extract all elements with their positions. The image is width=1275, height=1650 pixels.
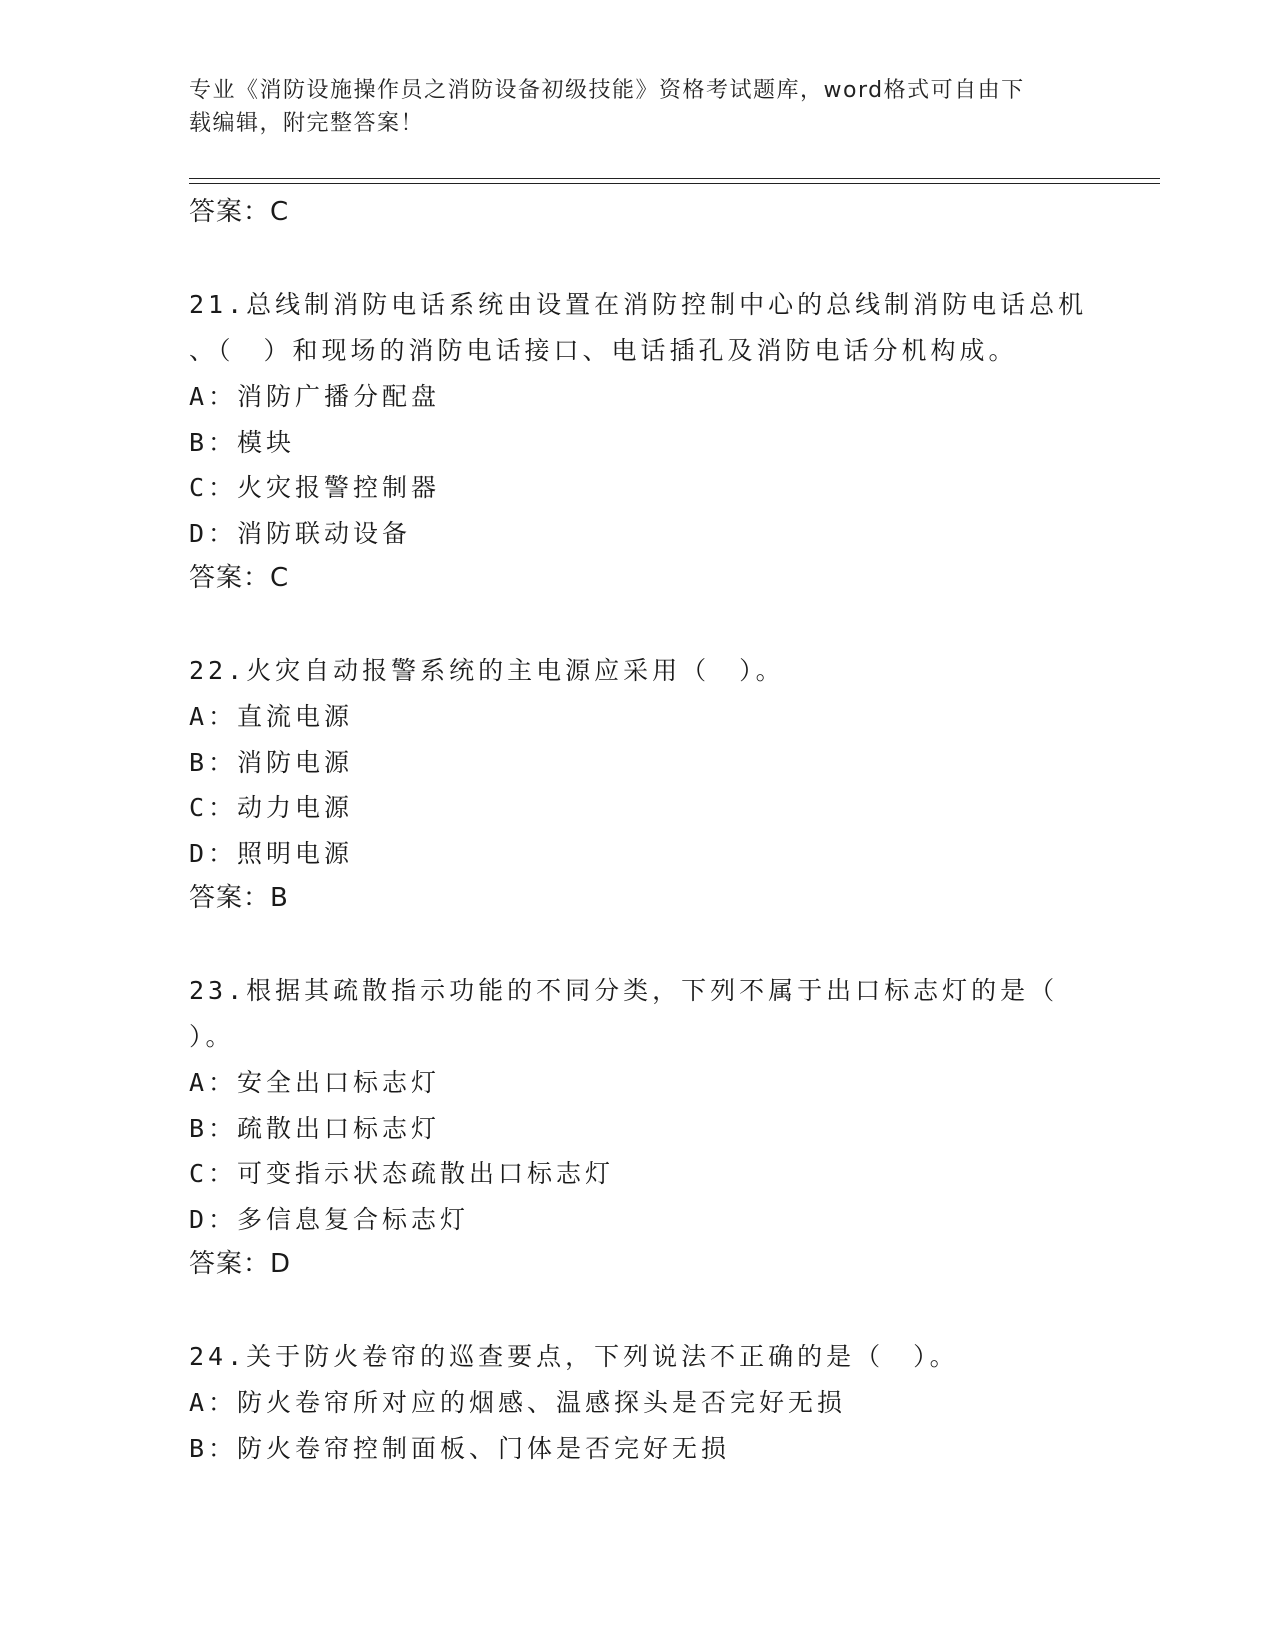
- option-a: A：消防广播分配盘: [189, 382, 441, 411]
- option-a: A：直流电源: [189, 702, 354, 731]
- option-b: B：模块: [189, 427, 296, 457]
- option-c: C：动力电源: [189, 793, 354, 822]
- question-item: [189, 282, 1089, 600]
- stem-line: 23.根据其疏散指示功能的不同分类，下列不属于出口标志灯的是（: [189, 976, 1059, 1005]
- option-a: A：安全出口标志灯: [189, 1068, 441, 1097]
- option-d: D：照明电源: [189, 838, 354, 868]
- answer-line: 答案：C: [189, 197, 290, 227]
- answer-line: 答案：B: [189, 883, 289, 913]
- option-d: D：消防联动设备: [189, 518, 412, 548]
- answer-line: 答案：C: [189, 563, 290, 593]
- header-line: 专业《消防设施操作员之消防设备初级技能》资格考试题库，word格式可自由下: [189, 78, 1025, 103]
- question-stem: [189, 1334, 1089, 1380]
- stem-line: ）。: [189, 1022, 235, 1051]
- option-c: C：可变指示状态疏散出口标志灯: [189, 1159, 615, 1188]
- question-item: [189, 1334, 1089, 1471]
- question-list: [189, 190, 1089, 1471]
- stem-line: 22.火灾自动报警系统的主电源应采用（ ）。: [189, 656, 785, 685]
- option-b: B：防火卷帘控制面板、门体是否完好无损: [189, 1433, 731, 1463]
- option-d: D：多信息复合标志灯: [189, 1204, 470, 1234]
- question-item: [189, 648, 1089, 920]
- option-b: B：疏散出口标志灯: [189, 1113, 441, 1143]
- question-stem: [189, 282, 1089, 374]
- header-divider: [189, 178, 1160, 179]
- header-line: 载编辑，附完整答案！: [189, 111, 425, 136]
- stem-line: 、（ ）和现场的消防电话接口、电话插孔及消防电话分机构成。: [189, 336, 1018, 365]
- answer-line: 答案：D: [189, 1249, 292, 1279]
- stem-line: 21.总线制消防电话系统由设置在消防控制中心的总线制消防电话总机: [189, 290, 1088, 319]
- option-b: B：消防电源: [189, 747, 354, 777]
- option-c: C：火灾报警控制器: [189, 473, 441, 502]
- header-divider: [189, 183, 1160, 184]
- option-a: A：防火卷帘所对应的烟感、温感探头是否完好无损: [189, 1388, 847, 1417]
- question-stem: [189, 648, 1089, 694]
- stem-line: 24.关于防火卷帘的巡查要点，下列说法不正确的是（ ）。: [189, 1342, 959, 1371]
- question-stem: [189, 968, 1089, 1060]
- page-header: [189, 74, 1089, 140]
- question-item: [189, 968, 1089, 1286]
